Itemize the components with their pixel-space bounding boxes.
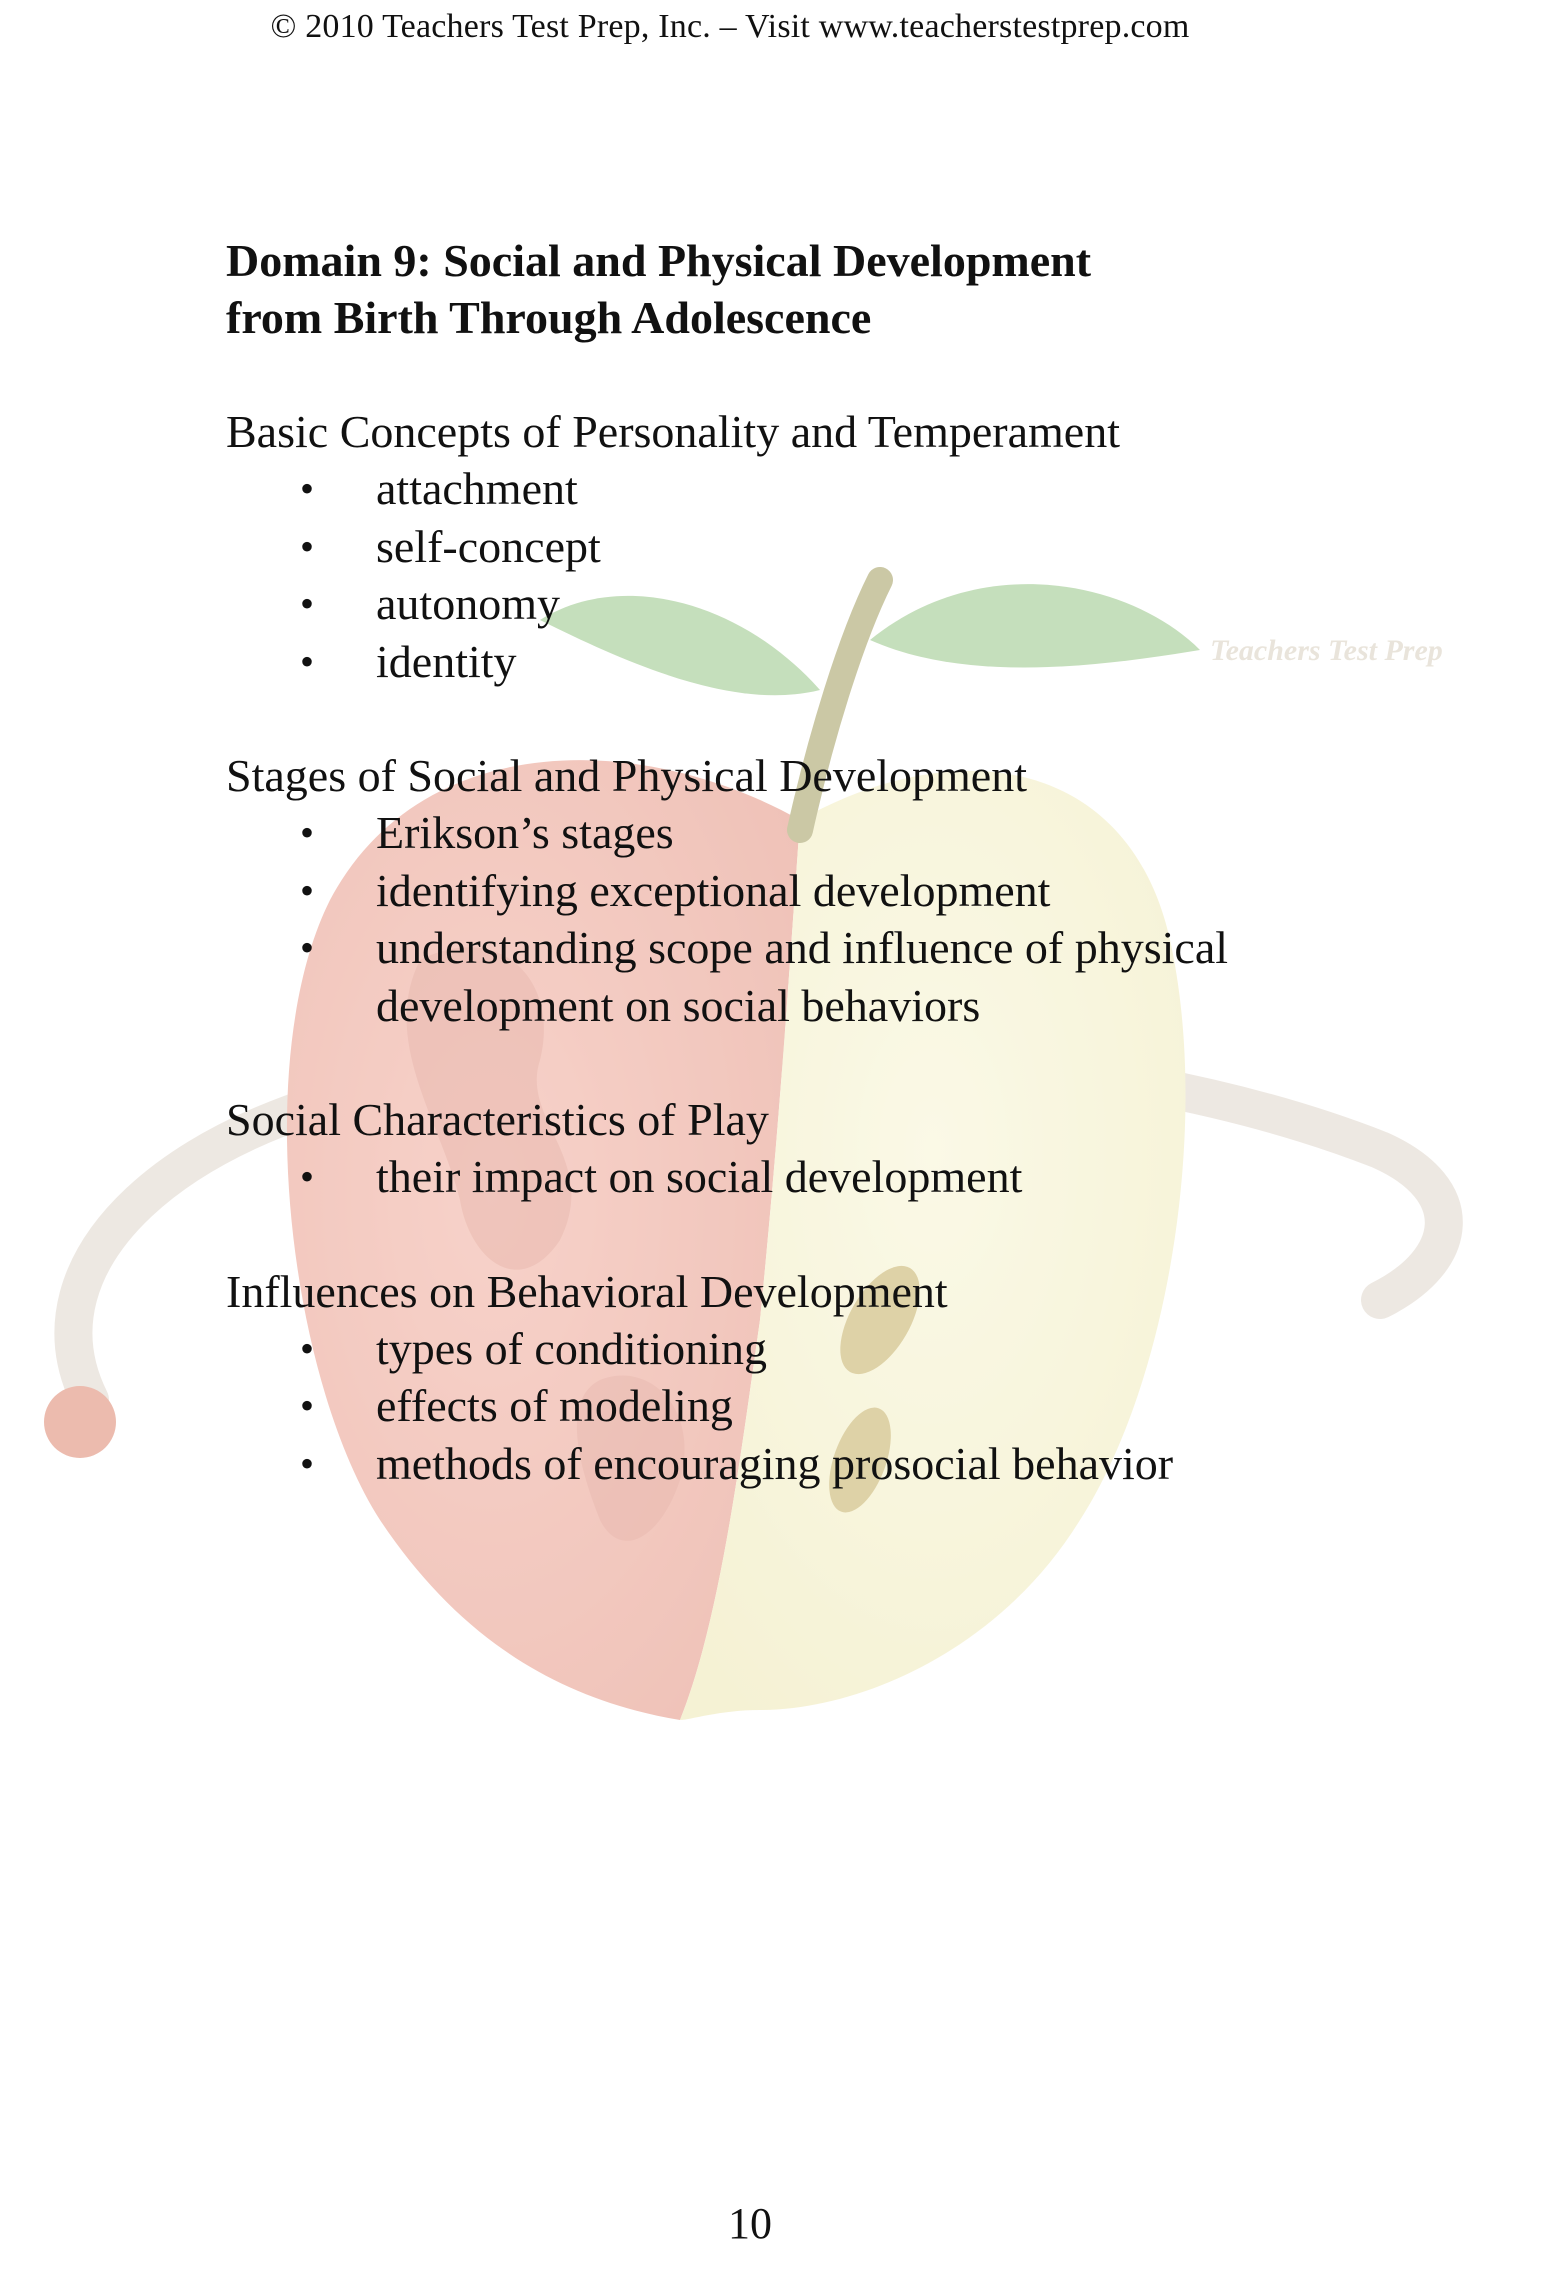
bullet-icon: •: [300, 925, 315, 970]
list-item-text: their impact on social development: [376, 1151, 1023, 1202]
bullet-list: [226, 1320, 1326, 1493]
section-play: [226, 1091, 1326, 1206]
document-body: [226, 232, 1326, 1492]
list-item-text: autonomy: [376, 578, 560, 629]
list-item: [226, 1148, 1376, 1206]
section-heading: Social Characteristics of Play: [226, 1094, 769, 1145]
list-item: [226, 575, 1376, 633]
bullet-icon: •: [300, 810, 315, 855]
bullet-list: [226, 460, 1326, 690]
bullet-icon: •: [300, 1154, 315, 1199]
bullet-icon: •: [300, 523, 315, 569]
section-heading: Basic Concepts of Personality and Temperament: [226, 406, 1120, 457]
bullet-icon: •: [300, 1325, 315, 1371]
list-item-text: effects of modeling: [376, 1380, 733, 1431]
list-item: [226, 919, 1336, 1034]
list-item: [226, 633, 1376, 691]
list-item: [226, 862, 1376, 920]
list-item: [226, 1435, 1376, 1493]
section-heading: Influences on Behavioral Development: [226, 1265, 948, 1317]
bullet-icon: •: [300, 1383, 315, 1428]
section-personality: [226, 403, 1326, 690]
bullet-icon: •: [300, 1440, 315, 1486]
copyright-notice: © 2010 Teachers Test Prep, Inc. – Visit www.teacherstestprep.com: [270, 8, 1190, 45]
list-item: [226, 518, 1376, 576]
bullet-icon: •: [300, 638, 315, 684]
page-header: [0, 8, 1460, 46]
list-item-text: Erikson’s stages: [376, 807, 674, 858]
bullet-list: [226, 804, 1326, 1034]
list-item-text: methods of encouraging prosocial behavior: [376, 1437, 1174, 1489]
title-line-2: from Birth Through Adolescence: [226, 292, 872, 343]
list-item-text: attachment: [376, 463, 578, 514]
ring-ball: [44, 1386, 116, 1458]
section-behavioral: [226, 1263, 1326, 1493]
list-item-text: identifying exceptional development: [376, 864, 1051, 916]
list-item: [226, 1377, 1376, 1435]
bullet-list: [226, 1148, 1326, 1206]
list-item: [226, 804, 1376, 862]
bullet-icon: •: [300, 867, 315, 913]
bullet-icon: •: [300, 466, 315, 511]
watermark-label: Teachers Test Prep: [1210, 634, 1443, 667]
page-number: 10: [728, 2199, 772, 2248]
list-item-text: self-concept: [376, 520, 601, 572]
section-stages: [226, 747, 1326, 1034]
page-title: [226, 232, 1226, 346]
list-item: [226, 1320, 1376, 1378]
bullet-icon: •: [300, 581, 315, 626]
list-item-text: identity: [376, 635, 517, 687]
title-line-1: Domain 9: Social and Physical Development: [226, 235, 1092, 286]
list-item-text: types of conditioning: [376, 1322, 767, 1374]
list-item: [226, 460, 1376, 518]
list-item-text: understanding scope and influence of physical development on social behaviors: [376, 922, 1229, 1031]
section-heading: Stages of Social and Physical Development: [226, 750, 1028, 801]
